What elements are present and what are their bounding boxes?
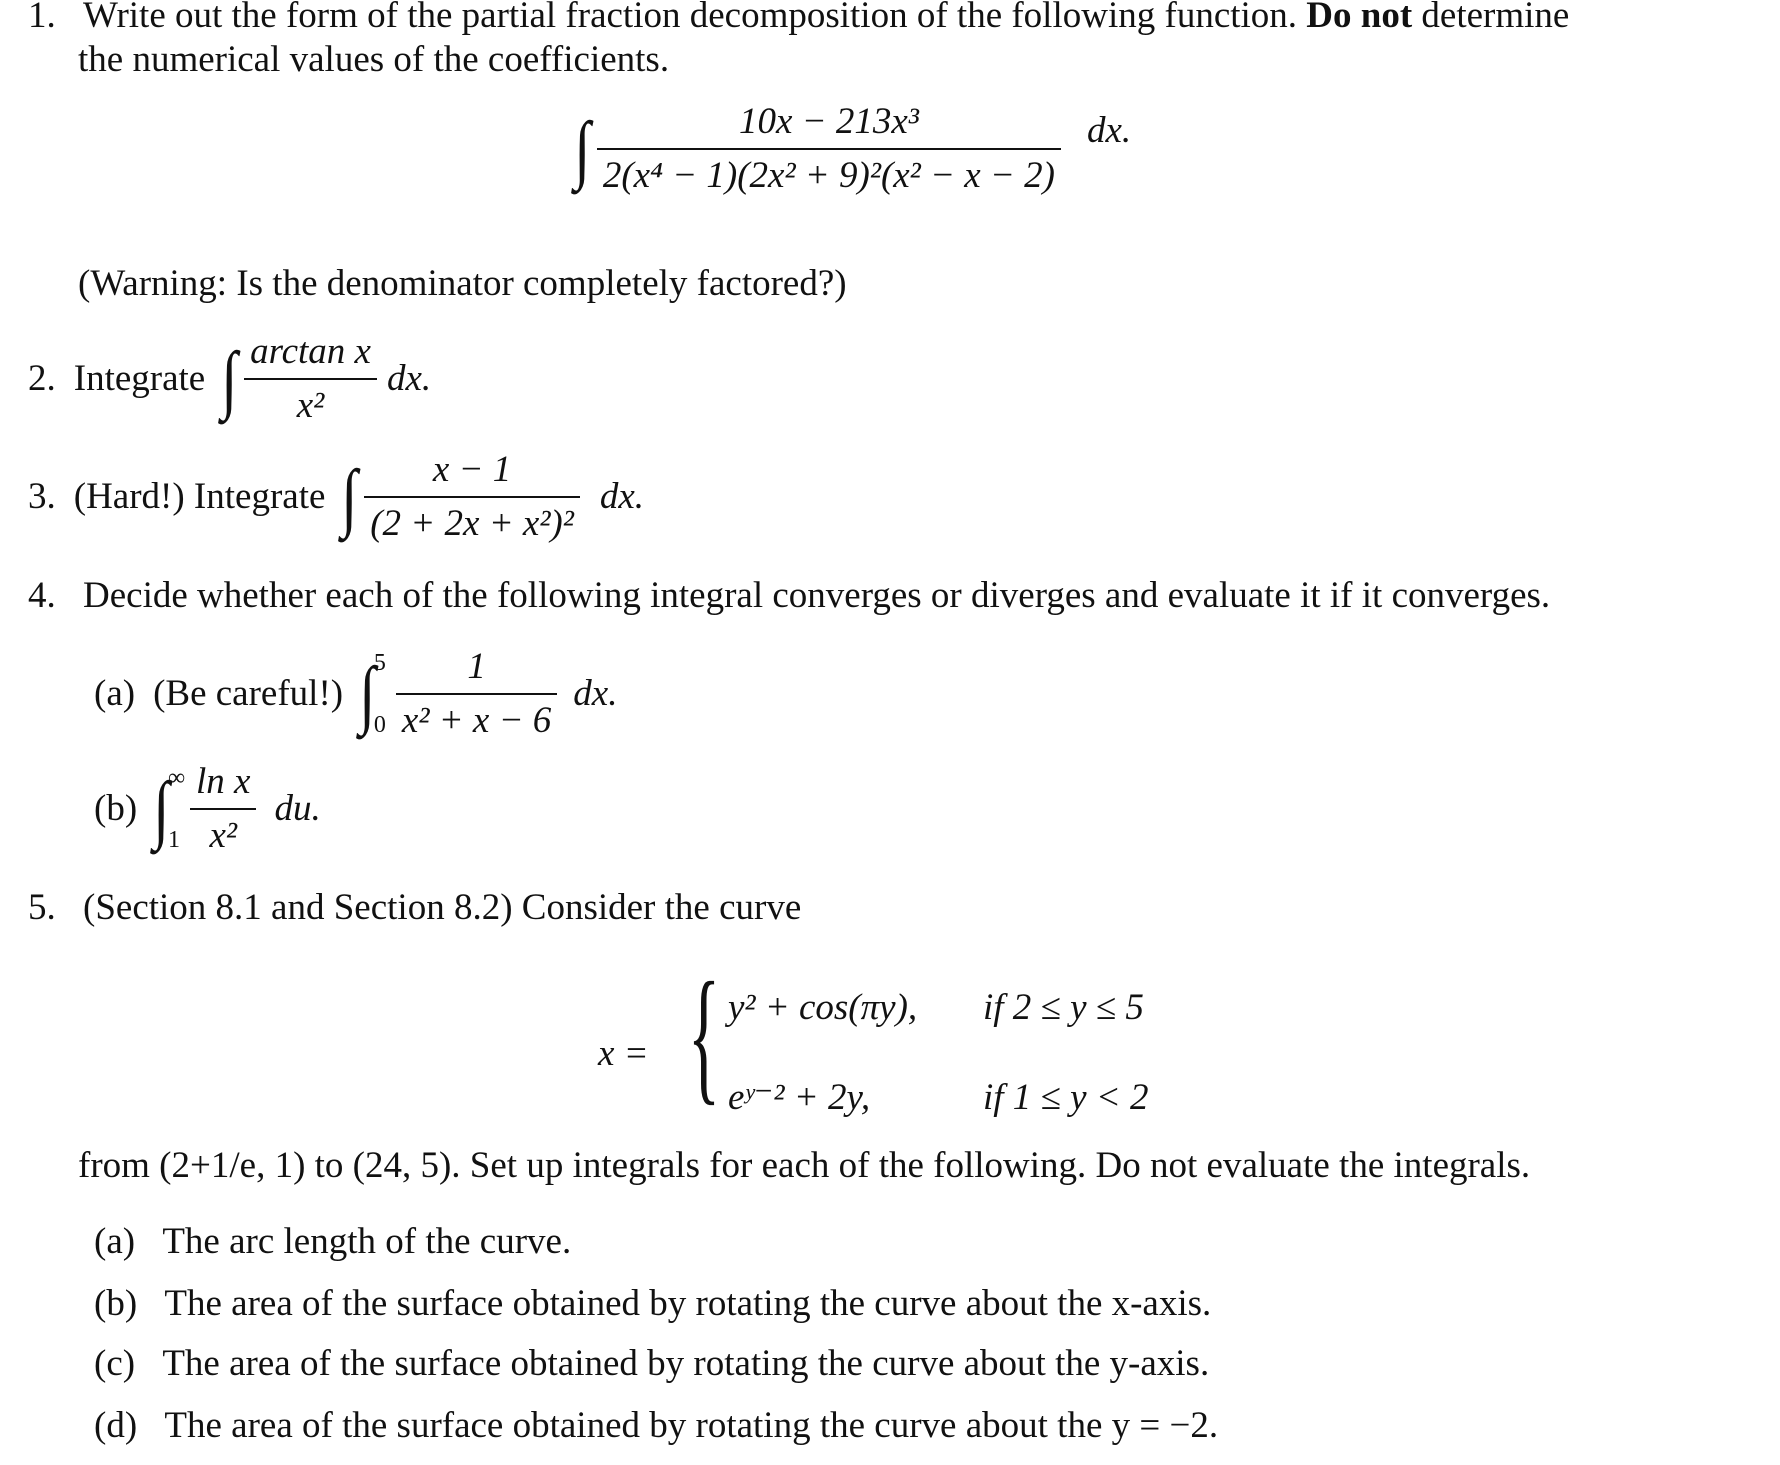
integral-sign: ∫ — [341, 455, 358, 540]
integral-sign: ∫ — [153, 767, 170, 852]
q4a-lower-limit: 0 — [373, 711, 386, 738]
q1-text-tail: determine — [1421, 0, 1570, 36]
q4b-upper-limit: ∞ — [167, 765, 186, 792]
q1-dx: dx. — [1086, 110, 1132, 152]
q2-line — [28, 330, 431, 429]
q4b-fraction — [190, 760, 256, 859]
q5-item-label: (b) — [94, 1283, 138, 1324]
q5-item-d — [94, 1404, 1218, 1448]
q1-warning: (Warning: Is the denominator completely factored?) — [78, 263, 847, 304]
q4b-limits — [168, 764, 190, 854]
q1-line1 — [28, 0, 1569, 38]
q1-label: 1. — [28, 0, 56, 36]
q5-case1-expr: y² + cos(πy), — [728, 987, 918, 1028]
q5-item-b — [94, 1282, 1211, 1326]
q1-text-lead: Write out the form of the partial fraction decomposition of the following function. — [83, 0, 1298, 36]
q4-line — [28, 574, 1550, 618]
q1-numerator: 10x − 213x³ — [738, 101, 919, 142]
q5-line — [28, 886, 801, 930]
q5-label: 5. — [28, 887, 56, 928]
q4a-fraction — [396, 645, 557, 744]
left-brace-icon: { — [687, 952, 721, 1118]
q5-item-a — [94, 1220, 571, 1264]
q1-fraction — [597, 100, 1061, 199]
q3-label: 3. — [28, 476, 56, 518]
q3-numerator: x − 1 — [432, 449, 512, 490]
q3-denominator: (2 + 2x + x²)² — [364, 496, 580, 546]
q3-lead: (Hard!) Integrate — [73, 476, 326, 518]
q3-dx: dx. — [599, 476, 645, 518]
q5-item-label: (a) — [94, 1221, 136, 1262]
q3-fraction — [364, 448, 580, 547]
q4b-numerator: ln x — [195, 761, 251, 802]
q5-from-text: from (2+1/e, 1) to (24, 5). Set up integrals for each of the following. Do not evaluate the integrals. — [78, 1145, 1531, 1186]
integral-sign: ∫ — [359, 652, 376, 737]
q2-denominator: x² — [244, 378, 377, 428]
q4-text: Decide whether each of the following integral converges or diverges and evaluate it if it converges. — [83, 575, 1551, 616]
q4a-line — [94, 645, 617, 744]
q4a-lead: (Be careful!) — [153, 673, 344, 715]
q3-line — [28, 448, 644, 547]
q5-lhs: x = — [598, 1033, 649, 1074]
q2-dx: dx. — [386, 358, 432, 400]
q5-item-label: (c) — [94, 1343, 136, 1384]
q5-item-label: (d) — [94, 1405, 138, 1446]
q1-integral — [572, 100, 1131, 199]
integral-sign: ∫ — [574, 107, 591, 192]
q4a-label: (a) — [94, 673, 136, 715]
q4-label: 4. — [28, 575, 56, 616]
q4a-numerator: 1 — [467, 646, 486, 687]
q4a-upper-limit: 5 — [373, 650, 386, 677]
q4b-lower-limit: 1 — [167, 826, 180, 853]
q1-line2: the numerical values of the coefficients. — [78, 39, 670, 80]
q5-item-text: The area of the surface obtained by rotating the curve about the x-axis. — [164, 1283, 1212, 1324]
q1-denominator: 2(x⁴ − 1)(2x² + 9)²(x² − x − 2) — [597, 148, 1061, 198]
q4b-denominator: x² — [190, 808, 256, 858]
q4b-du: du. — [274, 788, 321, 830]
q5-item-text: The area of the surface obtained by rotating the curve about the y = −2. — [164, 1405, 1219, 1446]
q4a-dx: dx. — [573, 673, 618, 715]
q4a-denominator: x² + x − 6 — [396, 693, 557, 743]
q2-fraction — [244, 330, 377, 429]
q5-case2-expr: eʸ⁻² + 2y, — [728, 1077, 871, 1118]
q4a-limits — [374, 649, 396, 739]
q5-text: (Section 8.1 and Section 8.2) Consider the curve — [83, 887, 802, 928]
q5-item-text: The area of the surface obtained by rotating the curve about the y-axis. — [162, 1343, 1210, 1384]
q5-case2-cond: if 1 ≤ y < 2 — [983, 1077, 1149, 1118]
q2-lead: Integrate — [73, 358, 206, 400]
integral-sign: ∫ — [221, 337, 238, 422]
q5-item-text: The arc length of the curve. — [162, 1221, 572, 1262]
q5-case1-cond: if 2 ≤ y ≤ 5 — [983, 987, 1144, 1028]
q5-item-c — [94, 1342, 1209, 1386]
q2-numerator: arctan x — [250, 331, 371, 372]
q1-text-bold: Do not — [1306, 0, 1413, 36]
q4b-label: (b) — [94, 788, 138, 830]
q4b-line — [94, 760, 321, 859]
q2-label: 2. — [28, 358, 56, 400]
